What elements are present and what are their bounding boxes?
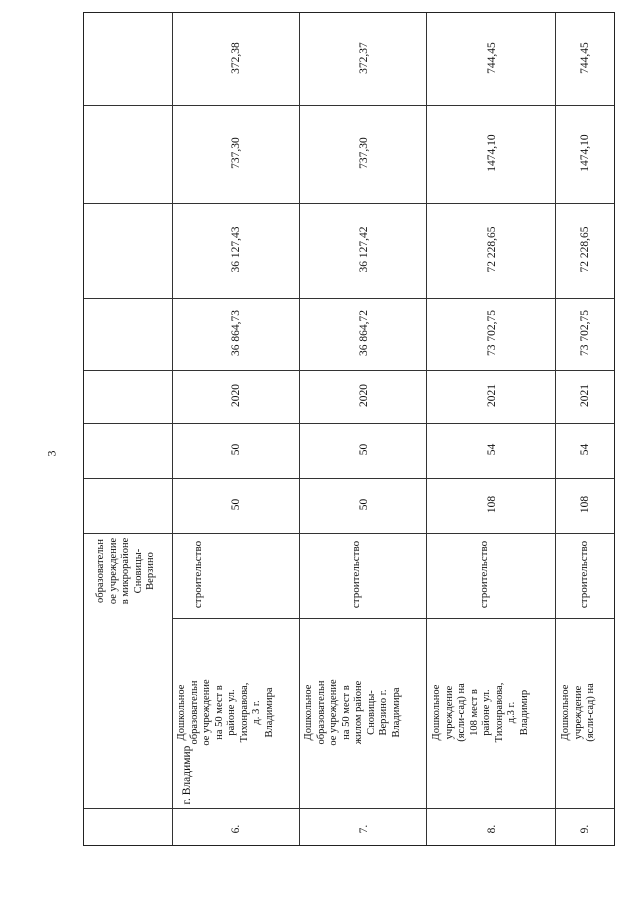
column-divider (84, 533, 614, 534)
row-8-year: 2021 (486, 384, 498, 407)
row-8-federal: 72 228,65 (486, 226, 498, 273)
row-divider (555, 13, 556, 845)
column-divider (84, 478, 614, 479)
row-7-federal: 36 127,42 (358, 226, 370, 273)
row-6-local: 372,38 (230, 42, 242, 74)
row-divider (299, 13, 300, 845)
column-divider (84, 808, 614, 809)
row-9-work-type: строительство (578, 540, 590, 609)
row-7-capacity: 50 (358, 498, 370, 511)
column-divider (84, 298, 614, 299)
row-divider (172, 13, 173, 845)
row-7-regional: 737,30 (358, 137, 370, 169)
row-9-regional: 1474,10 (579, 134, 591, 172)
row-7-total-cost: 36 864,72 (358, 310, 370, 356)
row-7-work-type: строительство (350, 540, 362, 609)
column-divider (84, 105, 614, 106)
row-8-regional: 1474,10 (486, 134, 498, 172)
row-7-year: 2020 (358, 384, 370, 407)
row-divider (426, 13, 427, 845)
row-6-year: 2020 (230, 384, 242, 407)
column-divider (84, 203, 614, 204)
column-divider (84, 423, 614, 424)
row-6-object: Дошкольное образовательн ое учреждение на 50 мест в районе ул. Тихонравова, д. 3 г. Владимира (176, 679, 275, 746)
row-9-capacity: 108 (579, 495, 591, 514)
prev-row-object-text: образовательн ое учреждение в микрорайоне Сновицы- Верзино (95, 537, 156, 605)
row-9-total-cost: 73 702,75 (579, 310, 591, 356)
city-cell: г. Владимир (181, 745, 193, 805)
row-7-local: 372,37 (358, 42, 370, 74)
row-7-object: Дошкольное образовательн ое учреждение на 50 мест в жилом районе Сновицы- Верзино г. Владимира (303, 679, 402, 746)
column-divider (172, 618, 614, 619)
row-6-total-cost: 36 864,73 (230, 310, 242, 356)
row-6-capacity: 50 (230, 498, 242, 511)
row-6-regional: 737,30 (230, 137, 242, 169)
row-8-object: Дошкольное учреждение (ясли-сад) на 108 мест в районе ул. Тихонравова, д.3 г. Владимир (431, 682, 530, 743)
row-9-federal: 72 228,65 (579, 226, 591, 273)
row-8-capacity: 108 (486, 495, 498, 514)
row-6-number: 6. (230, 824, 242, 834)
funding-table (83, 12, 615, 846)
row-7-number: 7. (358, 824, 370, 834)
row-8-total-cost: 73 702,75 (486, 310, 498, 356)
row-7-capacity-new: 50 (358, 443, 370, 456)
row-9-number: 9. (579, 824, 591, 834)
row-9-year: 2021 (579, 384, 591, 407)
row-8-number: 8. (486, 824, 498, 834)
row-8-work-type: строительство (478, 540, 490, 609)
row-6-capacity-new: 50 (230, 443, 242, 456)
row-6-federal: 36 127,43 (230, 226, 242, 273)
row-8-capacity-new: 54 (486, 443, 498, 456)
row-9-local: 744,45 (579, 42, 591, 74)
row-8-local: 744,45 (486, 42, 498, 74)
row-6-work-type: строительство (192, 540, 204, 609)
row-9-object: Дошкольное учреждение (ясли-сад) на (560, 683, 596, 742)
row-9-capacity-new: 54 (579, 443, 591, 456)
page-number: 3 (44, 450, 59, 457)
column-divider (84, 370, 614, 371)
